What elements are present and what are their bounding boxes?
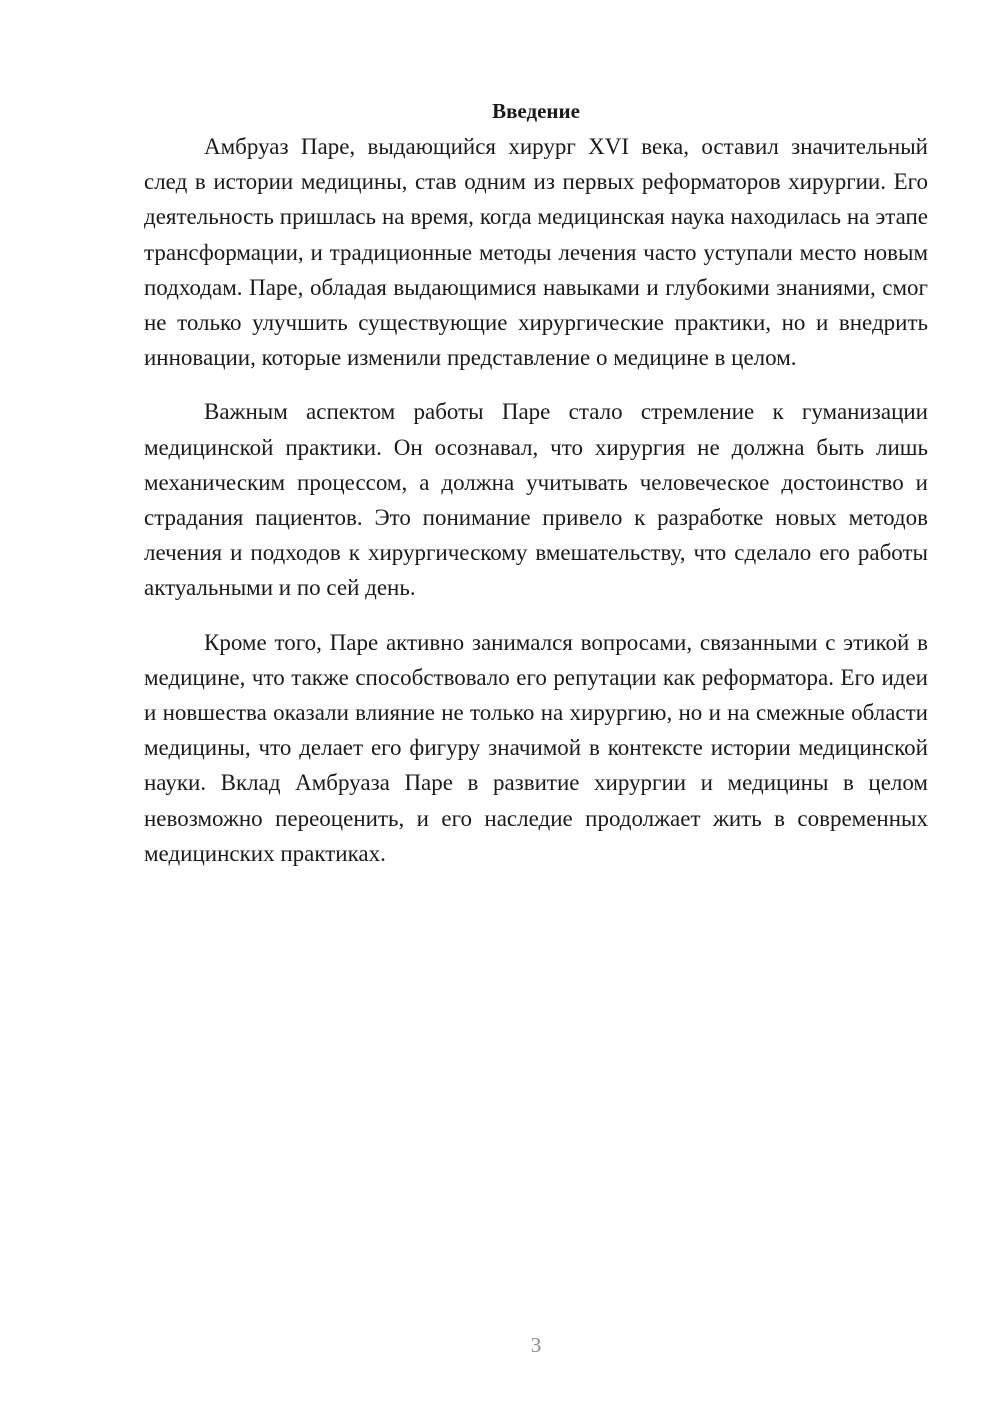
paragraph-3: Кроме того, Паре активно занимался вопросами, связанными с этикой в медицине, что также способствовало его репутации как реформатора. Его идеи и новшества оказали влияние не только на хирургию, но и на смежные области медицины, что делает его фигуру значимой в контексте истории медицинской науки. Вклад Амбруаза Паре в развитие хирургии и медицины в целом невозможно переоценить, и его наследие продолжает жить в современных медицинских практиках. [144, 629, 928, 866]
page-content [144, 94, 928, 890]
page-number: 3 [530, 1333, 542, 1357]
paragraph-2: Важным аспектом работы Паре стало стремление к гуманизации медицинской практики. Он осознавал, что хирургия не должна быть лишь механическим процессом, а должна учитывать человеческое достоинство и страдания пациентов. Это понимание привело к разработке новых методов лечения и подходов к хирургическому вмешательству, что сделало его работы актуальными и по сей день. [144, 399, 928, 601]
section-title: Введение [492, 99, 580, 123]
paragraph-1: Амбруаз Паре, выдающийся хирург XVI века, оставил значительный след в истории медицины, став одним из первых реформаторов хирургии. Его деятельность пришлась на время, когда медицинская наука находилась на этапе трансформации, и традиционные методы лечения часто уступали место новым подходам. Паре, обладая выдающимися навыками и глубокими знаниями, смог не только улучшить существующие хирургические практики, но и внедрить инновации, которые изменили представление о медицине в целом. [144, 134, 928, 371]
